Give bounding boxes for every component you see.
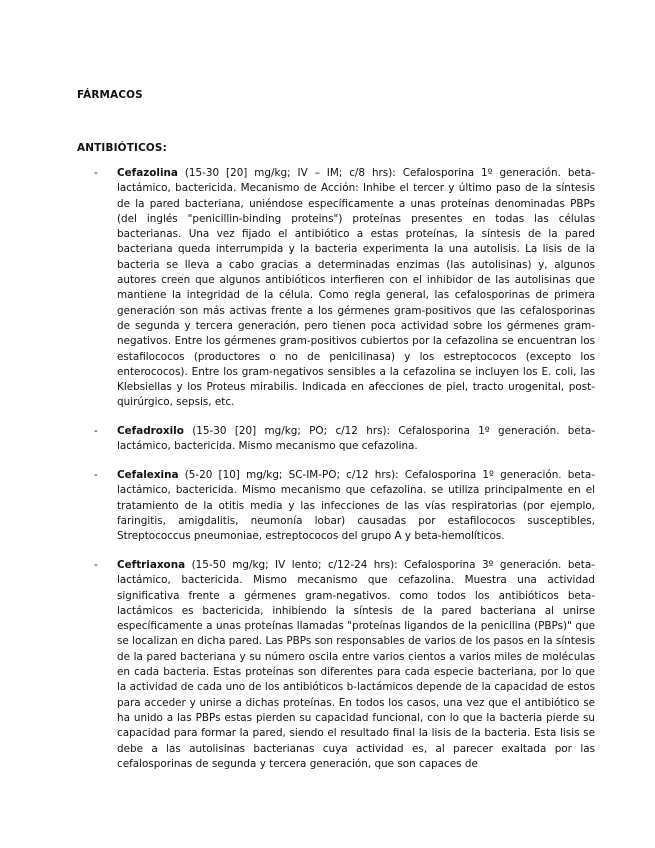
entry-paragraph	[117, 166, 595, 411]
bullet-marker: -	[94, 425, 98, 437]
drug-description: (15-30 [20] mg/kg; PO; c/12 hrs): Cefalosporina 1º generación. beta-lactámico, bactericida. Mismo mecanismo que cefazolina.	[117, 425, 595, 453]
drug-description: (15-50 mg/kg; IV lento; c/12-24 hrs): Cefalosporina 3º generación. beta-lactámico, bactericida. Mismo mecanismo que cefazolina. Muestra una actividad significativa frente a gérmenes gram-negativos. como todos los antibióticos beta-lactámicos es bactericida, inhibiendo la síntesis de la pared bacteriana al unirse específicamente a unas proteínas llamadas "proteínas ligandos de la penicilina (PBPs)" que se localizan en dicha pared. Las PBPs son responsables de varios de los pasos en la síntesis de la pared bacteriana y su número oscila entre varios cientos a varios miles de moléculas en cada bacteria. Estas proteínas son diferentes para cada especie bacteriana, por lo que la actividad de cada uno de los antibióticos b-lactámicos depende de la capacidad de estos para acceder y unirse a dichas proteínas. En todos los casos, una vez que el antibiótico se ha unido a las PBPs estas pierden su capacidad funcional, con lo que la bacteria pierde su capacidad para formar la pared, siendo el resultado final la lisis de la bacteria. Esta lisis se debe a las autolisinas bacterianas cuya actividad es, al parecer exaltada por las cefalosporinas de segunda y tercera generación, que son capaces de	[117, 559, 595, 770]
entry-paragraph	[117, 558, 595, 772]
drug-description: (15-30 [20] mg/kg; IV – IM; c/8 hrs): Cefalosporina 1º generación. beta-lactámico, bactericida. Mecanismo de Acción: Inhibe el tercer y último paso de la síntesis de la pared bacteriana, uniéndose específicamente a unas proteínas denominadas PBPs (del inglés "penicillin-binding proteins") proteínas presentes en todas las células bacterianas. Una vez fijado el antibiótico a estas proteínas, la síntesis de la pared bacteriana queda interrumpida y la bacteria experimenta la una autolisis. La lisis de la bacteria se lleva a cabo gracias a determinadas enzimas (las autolisinas) y, algunos autores creen que algunos antibióticos interfieren con el inhibidor de las autolisinas que mantiene la integridad de la célula. Como regla general, las cefalosporinas de primera generación son más activas frente a los gérmenes gram-positivos que las cefalosporinas de segunda y tercera generación, pero tienen poca actividad sobre los gérmenes gram-negativos. Entre los gérmenes gram-positivos cubiertos por la cefazolina se encuentran los estafilococos (productores o no de penicilinasa) y los estreptococos (excepto los enterococos). Entre los gram-negativos sensibles a la cefazolina se incluyen los E. coli, las Klebsiellas y los Proteus mirabilis. Indicada en afecciones de piel, tracto urogenital, post-quirúrgico, sepsis, etc.	[117, 167, 595, 409]
bullet-marker: -	[94, 469, 98, 481]
drug-name: Ceftriaxona	[117, 559, 186, 571]
entry-paragraph	[117, 468, 595, 544]
document-heading: FÁRMACOS	[77, 89, 143, 101]
list-item	[94, 424, 595, 455]
list-item	[94, 166, 595, 411]
list-item	[94, 558, 595, 772]
drug-name: Cefazolina	[117, 167, 178, 179]
bullet-marker: -	[94, 559, 98, 571]
drug-description: (5-20 [10] mg/kg; SC-IM-PO; c/12 hrs): Cefalosporina 1º generación. beta-lactámico, bactericida. Mismo mecanismo que cefazolina. se utiliza principalmente en el tratamiento de la otitis media y las infecciones de las vías respiratorias (por ejemplo, faringitis, amigdalitis, neumonía lobar) causadas por estafilococos susceptibles, Streptococcus pneumoniae, estreptococos del grupo A y beta-hemolíticos.	[117, 469, 595, 543]
section-heading: ANTIBIÓTICOS:	[77, 142, 167, 154]
bullet-marker: -	[94, 167, 98, 179]
list-item	[94, 468, 595, 544]
drug-name: Cefalexina	[117, 469, 179, 481]
entry-paragraph	[117, 424, 595, 455]
drug-name: Cefadroxilo	[117, 425, 184, 437]
